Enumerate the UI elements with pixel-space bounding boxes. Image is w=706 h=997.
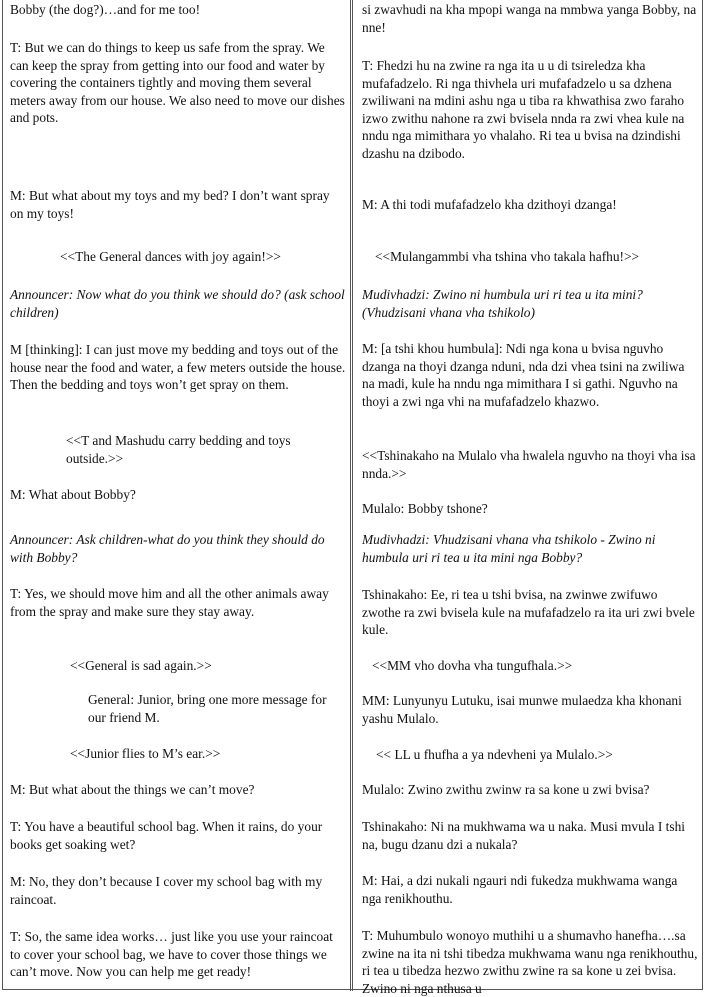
ve-row-17: T: Muhumbulo wonoyo muthihi u a shumavho hanefha….sa zwine na ita ni tshi tibedza mukhwama wanu nga renikhouthu, ri tea u tibedza hezwo zwithu zwine ra sa kone u zei bvisa. Zwino ni nga nthusa u bbox=[362, 928, 698, 996]
en-stage-direction-1: <<The General dances with joy again!>> bbox=[60, 249, 281, 264]
ve-row-3: M: A thi todi mufafadzelo kha dzithoyi dzanga! bbox=[362, 197, 617, 212]
ve-row-10: Tshinakaho: Ee, ri tea u tshi bvisa, na zwinwe zwifuwo zwothe ra zwi bvisela kule na mufafadzelo ra ita uri zwi bvele kule. bbox=[362, 587, 695, 637]
ve-row-8: Mulalo: Bobby tshone? bbox=[362, 501, 488, 516]
en-row-8: M: What about Bobby? bbox=[10, 487, 136, 502]
en-announcer-2: Announcer: Ask children-what do you think they should do with Bobby? bbox=[10, 532, 325, 565]
ve-stage-direction-4: << LL u fhufha a ya ndevheni ya Mulalo.>> bbox=[376, 747, 613, 762]
ve-stage-direction-1: <<Mulangammbi vha tshina vho takala hafhu!>> bbox=[375, 249, 640, 264]
en-row-10: T: Yes, we should move him and all the other animals away from the spray and make sure they stay away. bbox=[10, 586, 329, 619]
en-stage-direction-2: <<T and Mashudu carry bedding and toys outside.>> bbox=[66, 433, 291, 466]
ve-row-16: M: Hai, a dzi nukali ngauri ndi fukedza mukhwama wanga nga renikhouthu. bbox=[362, 873, 678, 906]
en-row-14: M: But what about the things we can’t move? bbox=[10, 782, 255, 797]
ve-row-2: T: Fhedzi hu na zwine ra nga ita u u di tsireledza kha mufafadzelo. Ri nga thivhela uri mufafadzelo u sa dzhena zwiliwani na mdini ashu nga u tiba ra khwathisa zwo faraho izwo zwithu nahone ra zwi bvisela nnda ra zwi vhea kule na nndu nga mimithara yo vhalaho. Ri tea u bvisa na dzindishi dzashu na dzibodo. bbox=[362, 58, 685, 161]
ve-stage-direction-3: <<MM vho dovha vha tungufhala.>> bbox=[372, 658, 573, 673]
ve-row-12: MM: Lunyunyu Lutuku, isai munwe mulaedza kha khonani yashu Mulalo. bbox=[362, 693, 682, 726]
ve-row-1: si zwavhudi na kha mpopi wanga na mmbwa yanga Bobby, na nne! bbox=[362, 2, 697, 35]
ve-stage-direction-2: <<Tshinakaho na Mulalo vha hwalela nguvho na thoyi vha isa nnda.>> bbox=[362, 448, 696, 481]
en-row-2: T: But we can do things to keep us safe from the spray. We can keep the spray from getting into our food and water by covering the containers tightly and moving them several meters away from our house. We also need to move our dishes and pots. bbox=[10, 40, 345, 125]
en-stage-direction-3: <<General is sad again.>> bbox=[70, 658, 212, 673]
en-stage-direction-4: <<Junior flies to M’s ear.>> bbox=[70, 746, 221, 761]
column-divider bbox=[350, 0, 353, 991]
ve-row-6: M: [a tshi khou humbula]: Ndi nga kona u bvisa nguvho dzanga na thoyi dzanga nduni, nda dzi vhea tsini na zwiliwa na madi, kule ha nndu nga mimithara I si gathi. Nguvho na thoyi a zwi nga vhi na mufafadzelo khazwo. bbox=[362, 341, 685, 409]
ve-announcer-2: Mudivhadzi: Vhudzisani vhana vha tshikolo - Zwino ni humbula uri ri tea u ita mini nga Bobby? bbox=[362, 532, 656, 565]
en-row-17: T: So, the same idea works… just like you use your raincoat to cover your school bag, we have to cover those things we can’t move. Now you can help me get ready! bbox=[10, 929, 333, 979]
ve-announcer-1: Mudivhadzi: Zwino ni humbula uri ri tea u ita mini?(Vhudzisani vhana vha tshikolo) bbox=[362, 287, 643, 320]
en-row-6: M [thinking]: I can just move my bedding and toys out of the house near the food and water, a few meters outside the house. Then the bedding and toys won’t get spray on them. bbox=[10, 342, 346, 392]
en-row-12: General: Junior, bring one more message for our friend M. bbox=[88, 692, 327, 725]
en-row-15: T: You have a beautiful school bag. When it rains, do your books get soaking wet? bbox=[10, 819, 323, 852]
en-row-3: M: But what about my toys and my bed? I don’t want spray on my toys! bbox=[10, 188, 330, 221]
ve-row-15: Tshinakaho: Ni na mukhwama wa u naka. Musi mvula I tshi na, bugu dzanu dzi a nukala? bbox=[362, 819, 685, 852]
en-row-16: M: No, they don’t because I cover my school bag with my raincoat. bbox=[10, 874, 323, 907]
en-announcer-1: Announcer: Now what do you think we should do? (ask school children) bbox=[10, 287, 345, 320]
en-row-1: Bobby (the dog?)…and for me too! bbox=[10, 2, 201, 17]
ve-row-14: Mulalo: Zwino zwithu zwinw ra sa kone u zwi bvisa? bbox=[362, 782, 650, 797]
